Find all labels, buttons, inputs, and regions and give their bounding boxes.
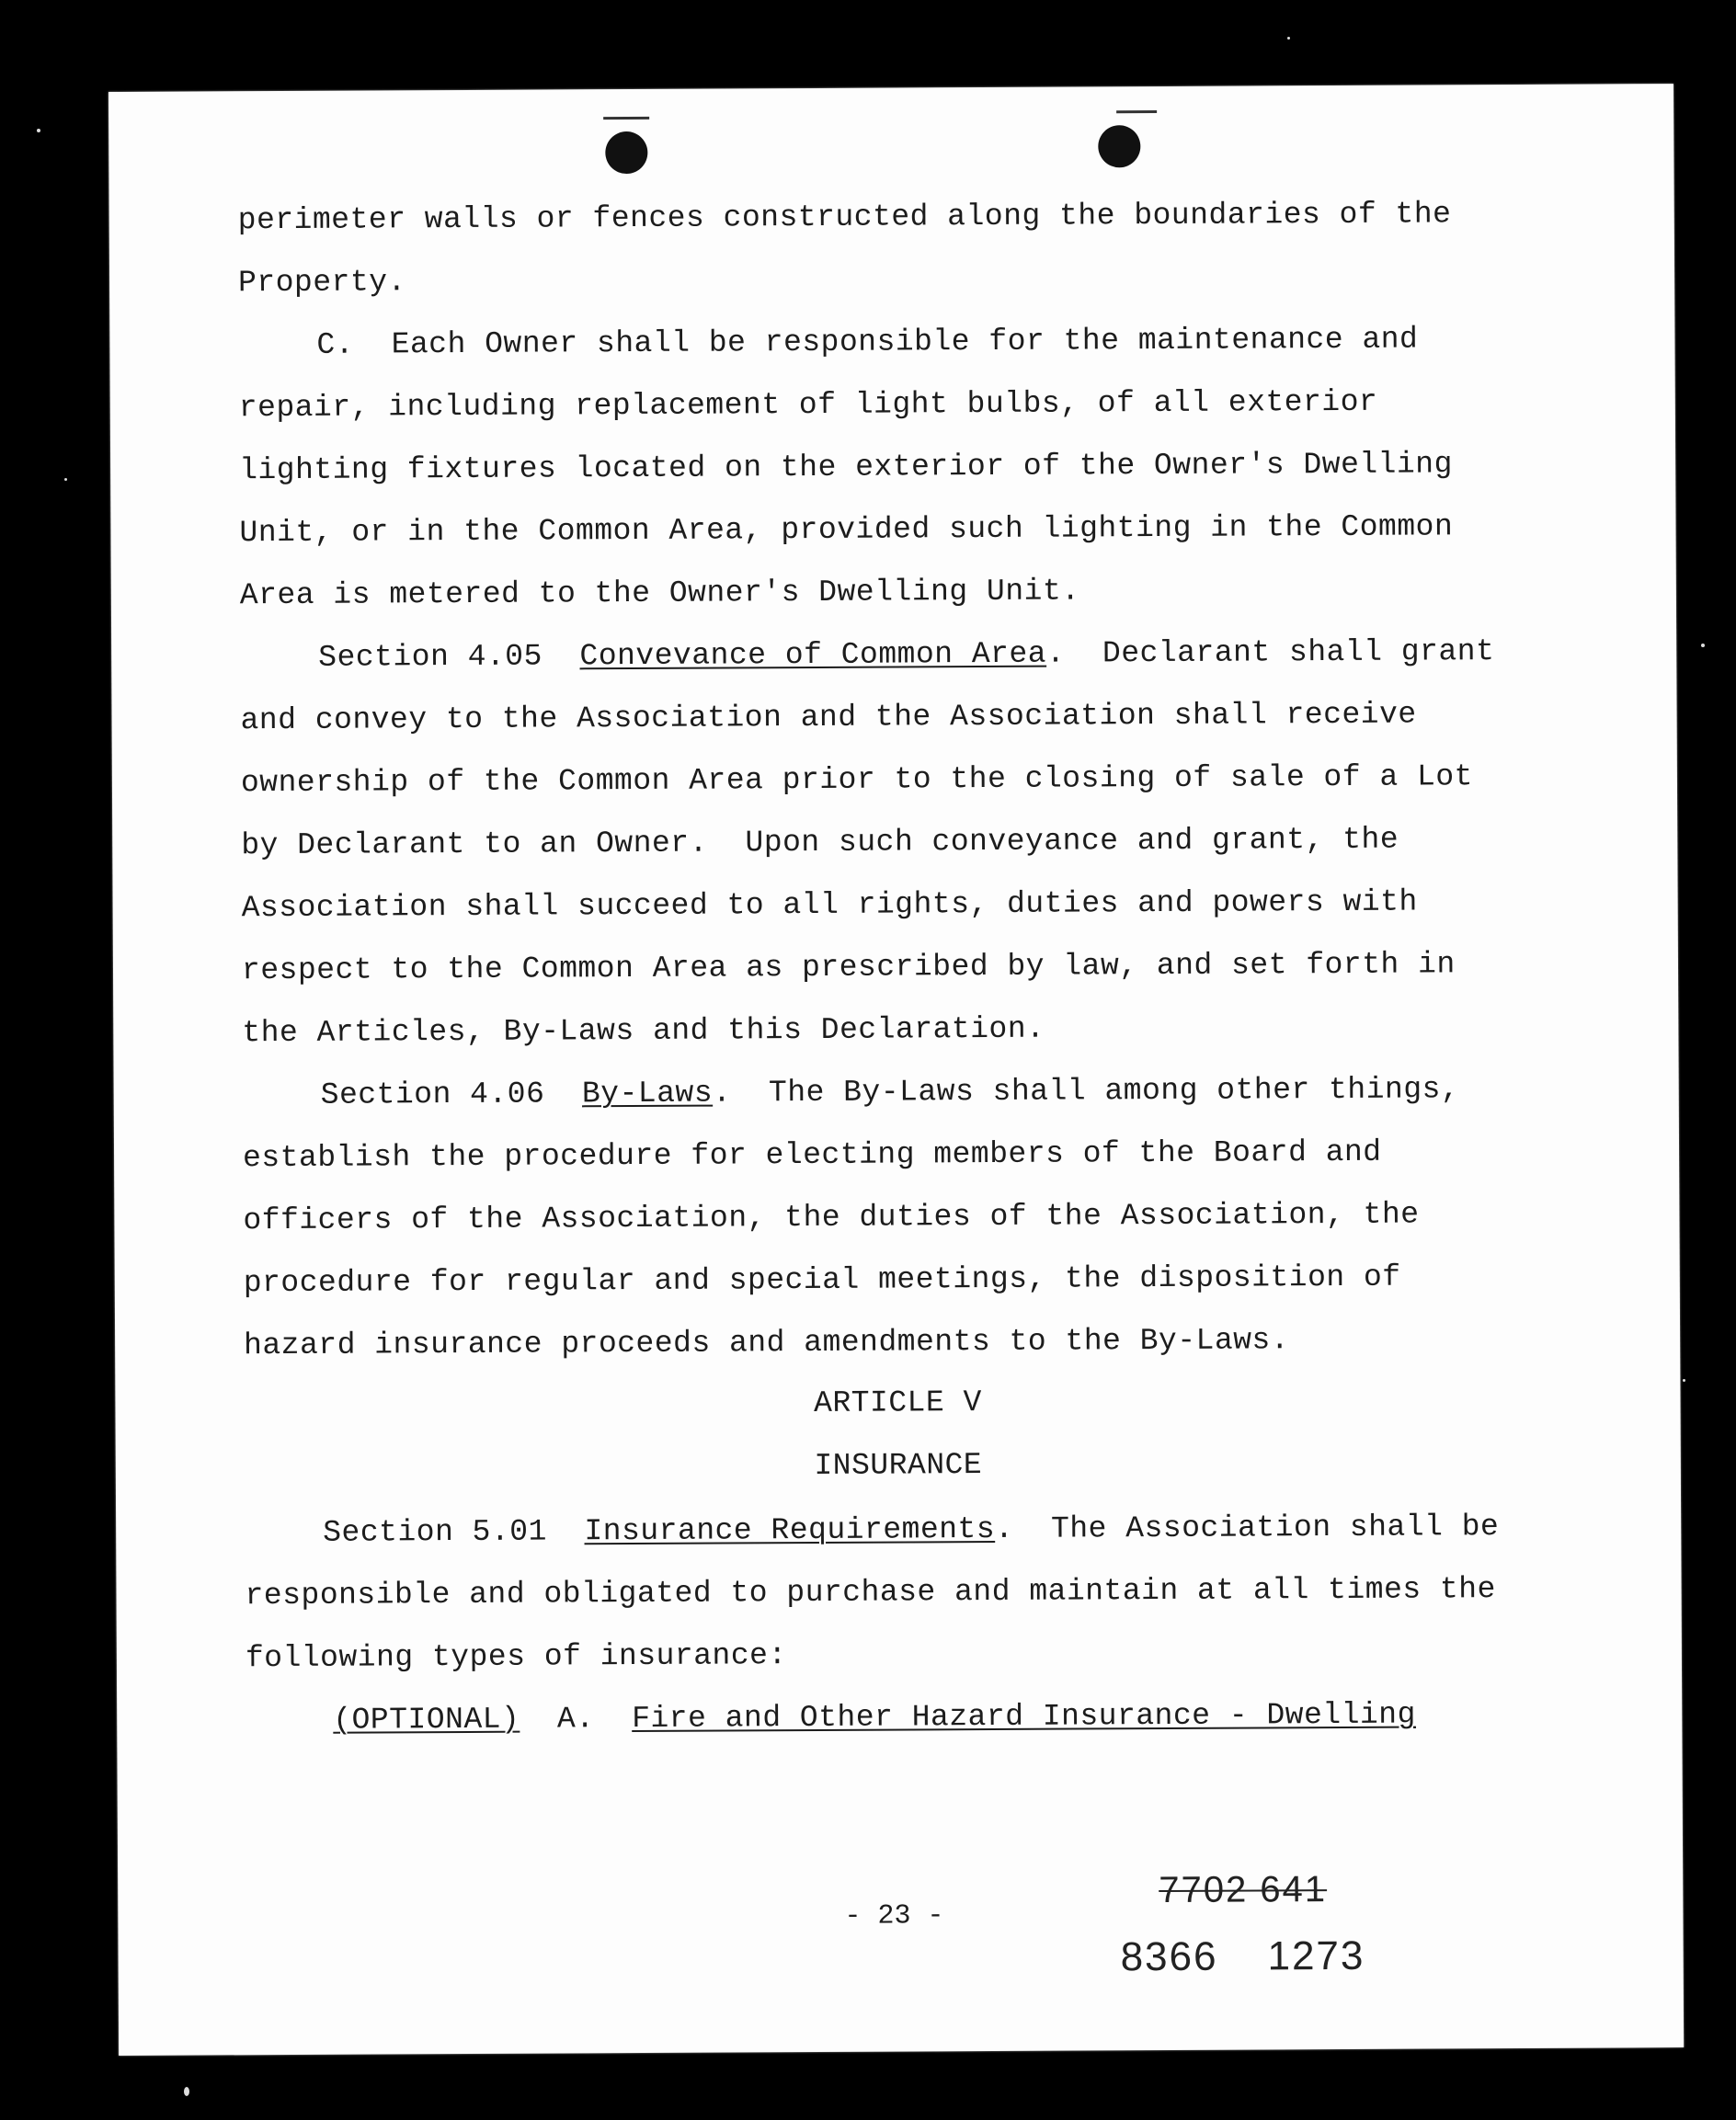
scan-speck [1701, 644, 1705, 647]
reference-page: 1273 [1267, 1932, 1365, 1979]
punch-hole [1098, 125, 1140, 167]
item-title: Fire and Other Hazard Insurance - Dwelling [632, 1697, 1416, 1737]
body-line: and convey to the Association and the Association shall receive [240, 697, 1417, 738]
crossed-out-reference-stamp: 7702 641 [1159, 1869, 1328, 1911]
section-number: Section 4.06 [320, 1077, 545, 1112]
body-line: establish the procedure for electing members of the Board and [242, 1134, 1382, 1176]
body-line: Property. [237, 265, 406, 301]
document-body [108, 84, 1673, 1738]
punch-hole-mark [1116, 110, 1157, 113]
body-line: C. Each Owner shall be responsible for the maintenance and [316, 322, 1419, 362]
body-line: perimeter walls or fences constructed along the boundaries of the [237, 197, 1452, 238]
body-line: the Articles, By-Laws and this Declaration. [242, 1011, 1045, 1051]
scan-speck [1287, 37, 1290, 40]
section-title: By-Laws [581, 1076, 714, 1111]
scan-speck [184, 2087, 189, 2096]
document-page [108, 84, 1684, 2056]
scan-speck [64, 478, 67, 481]
section-number: Section 4.05 [318, 639, 542, 675]
optional-tag: (OPTIONAL) [333, 1702, 520, 1738]
body-line: by Declarant to an Owner. Upon such conveyance and grant, the [241, 822, 1399, 863]
page-number: - 23 - [844, 1900, 944, 1932]
section-text: . Declarant shall grant [1045, 634, 1495, 671]
article-subheading: INSURANCE [814, 1448, 983, 1484]
body-line: Unit, or in the Common Area, provided such lighting in the Common [239, 509, 1454, 551]
body-line: hazard insurance proceeds and amendments to the By-Laws. [244, 1323, 1290, 1363]
reference-stamp [1121, 1933, 1415, 1981]
section-text: . The By-Laws shall among other things, [712, 1072, 1460, 1111]
scan-speck [37, 129, 40, 132]
punch-hole [605, 131, 647, 174]
body-line: responsible and obligated to purchase and maintain at all times the [245, 1572, 1496, 1613]
section-title: Insurance Requirements [584, 1511, 996, 1549]
reference-book: 8366 [1120, 1933, 1218, 1980]
section-title: Convevance of Common Area [579, 636, 1047, 674]
section-4-05-heading [318, 634, 1494, 675]
section-number: Section 5.01 [323, 1514, 547, 1550]
item-letter: A. [556, 1702, 595, 1737]
body-line: procedure for regular and special meetings, the disposition of [243, 1259, 1401, 1301]
body-line: following types of insurance: [245, 1638, 787, 1676]
article-heading: ARTICLE V [814, 1385, 982, 1421]
section-5-01-heading [323, 1510, 1499, 1550]
section-text: . The Association shall be [995, 1510, 1500, 1546]
body-line: lighting fixtures located on the exterior of the Owner's Dwelling [239, 447, 1453, 488]
body-line: ownership of the Common Area prior to the closing of sale of a Lot [240, 759, 1474, 801]
body-line: officers of the Association, the duties of the Association, the [243, 1197, 1420, 1238]
body-line: Association shall succeed to all rights, duties and powers with [241, 884, 1418, 926]
body-line: Area is metered to the Owner's Dwelling Unit. [239, 574, 1080, 613]
scan-speck [1683, 1379, 1685, 1382]
body-line: repair, including replacement of light bulbs, of all exterior [238, 384, 1378, 426]
section-4-06-heading [321, 1072, 1460, 1111]
body-line: respect to the Common Area as prescribed by law, and set forth in [241, 947, 1456, 988]
item-a-heading [333, 1698, 1416, 1738]
punch-hole-mark [603, 117, 649, 120]
